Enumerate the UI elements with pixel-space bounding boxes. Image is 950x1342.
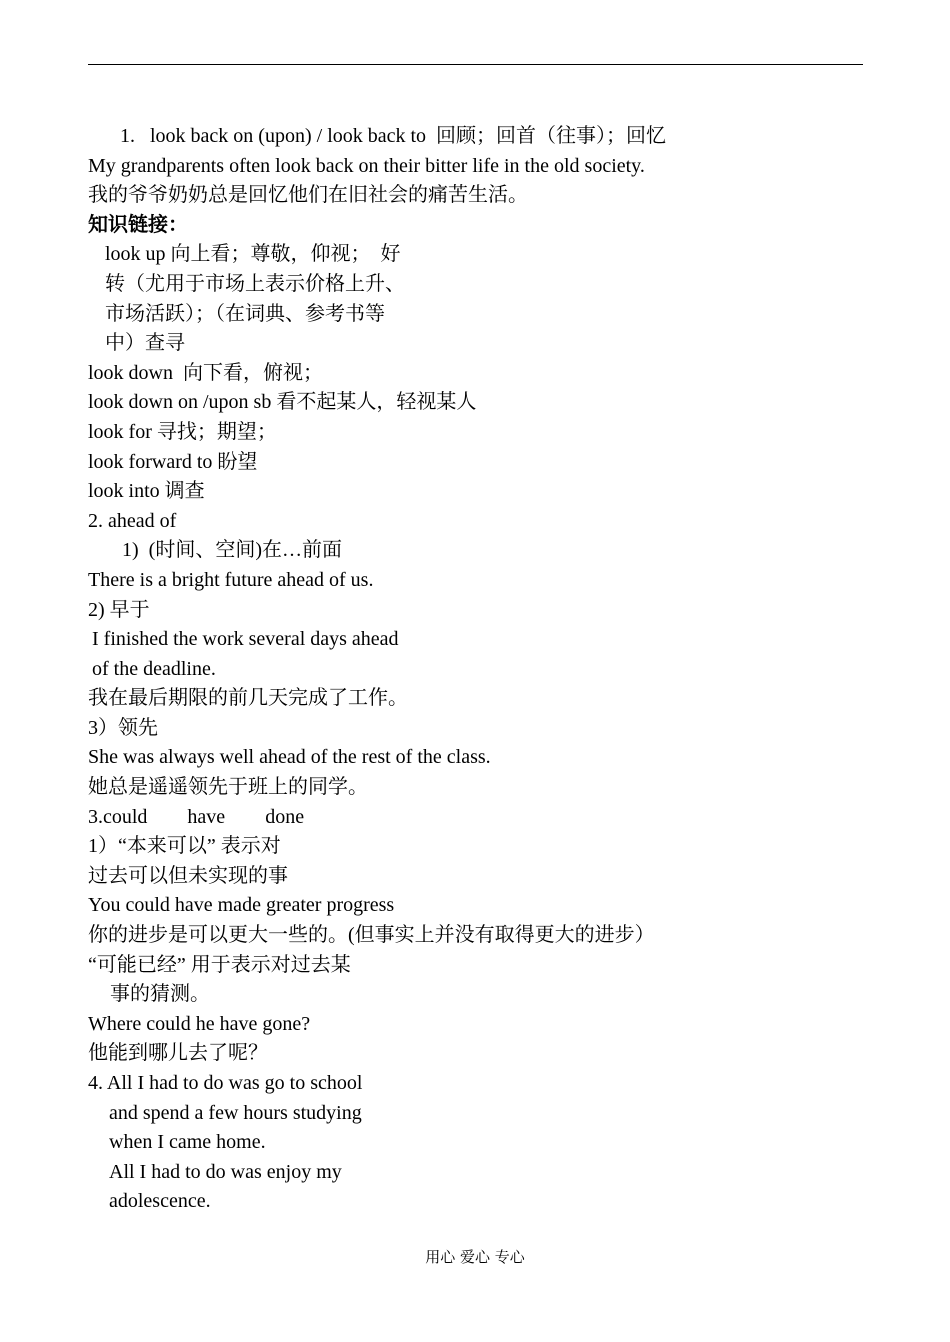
text-line: 1) (时间、空间)在…前面 (122, 539, 342, 562)
text-line: 事的猜测。 (110, 983, 210, 1006)
text-line: look down on /upon sb 看不起某人，轻视某人 (88, 391, 477, 414)
example-sentence: I finished the work several days ahead (92, 628, 399, 651)
text-line: and spend a few hours studying (109, 1101, 362, 1124)
text-line: 1）“本来可以” 表示对 (88, 835, 281, 858)
example-sentence: My grandparents often look back on their bitter life in the old society. (88, 154, 645, 177)
example-translation: 我的爷爷奶奶总是回忆他们在旧社会的痛苦生活。 (88, 184, 528, 207)
heading-item-3: 3.could have done (88, 805, 305, 828)
example-translation: 你的进步是可以更大一些的。(但事实上并没有取得更大的进步） (88, 924, 655, 947)
heading-item-2: 2. ahead of (88, 509, 177, 532)
example-sentence: of the deadline. (92, 657, 216, 680)
text-line: All I had to do was enjoy my (109, 1160, 342, 1183)
text-line: look into 调查 (88, 480, 205, 503)
text-line: look for 寻找；期望； (88, 420, 277, 443)
text-line: look up 向上看；尊敬，仰视； 好 (105, 243, 401, 266)
example-sentence: There is a bright future ahead of us. (88, 568, 374, 591)
text-line: 中）查寻 (105, 332, 185, 355)
text-line: “可能已经” 用于表示对过去某 (88, 953, 351, 976)
example-translation: 我在最后期限的前几天完成了工作。 (88, 687, 408, 710)
text-line: look forward to 盼望 (88, 450, 258, 473)
text-line: 市场活跃）；（在词典、参考书等 (105, 302, 385, 325)
text-line: 3）领先 (88, 716, 158, 739)
text-line: when I came home. (109, 1131, 266, 1154)
example-sentence: You could have made greater progress (88, 894, 395, 917)
example-sentence: Where could he have gone? (88, 1012, 311, 1035)
document-body (88, 122, 863, 1217)
text-line: look down 向下看，俯视； (88, 361, 323, 384)
header-rule (88, 64, 863, 65)
text-line: adolescence. (109, 1190, 211, 1213)
example-sentence: She was always well ahead of the rest of the class. (88, 746, 491, 769)
text-line: 过去可以但未实现的事 (88, 864, 288, 887)
heading-item-4: 4. All I had to do was go to school (88, 1072, 363, 1094)
text-line: 转（尤用于市场上表示价格上升、 (105, 272, 405, 295)
page-footer: 用心 爱心 专心 (425, 1248, 525, 1266)
text-line: 2) 早于 (88, 598, 150, 621)
section-label-knowledge-link: 知识链接： (88, 213, 188, 236)
example-translation: 他能到哪儿去了呢？ (88, 1042, 268, 1065)
example-translation: 她总是遥遥领先于班上的同学。 (88, 776, 368, 799)
heading-item-1: 1. look back on (upon) / look back to 回顾；回首（往事）；回忆 (120, 125, 667, 147)
